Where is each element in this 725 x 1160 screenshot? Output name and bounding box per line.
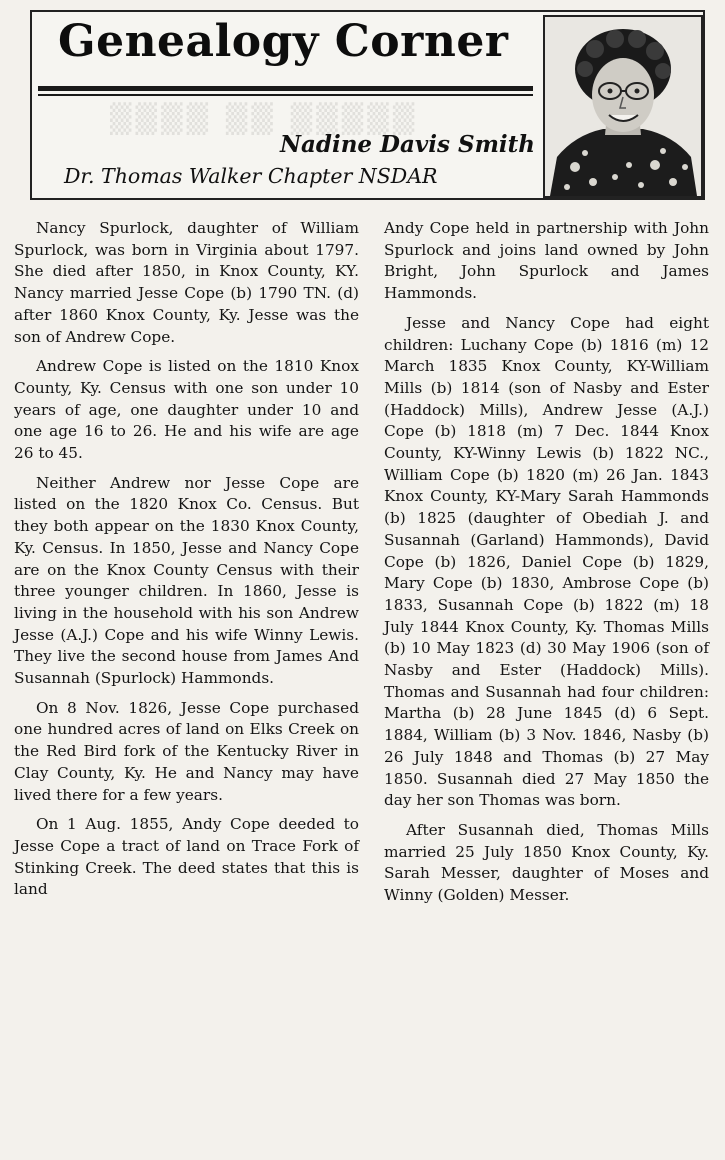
paragraph: After Susannah died, Thomas Mills married 25 July 1850 Knox County, Ky. Sarah Messer, daughter of Moses and Winny (Golden) Messer. bbox=[384, 820, 709, 905]
bleed-through-texture: ▒▒▒▒ ▒▒ ▒▒▒▒▒ bbox=[110, 102, 419, 135]
paragraph: On 8 Nov. 1826, Jesse Cope purchased one hundred acres of land on Elks Creek on the Red Bird fork of the Kentucky River in Clay County, Ky. He and Nancy may have lived there for a few years. bbox=[14, 698, 359, 804]
author-affiliation: Dr. Thomas Walker Chapter NSDAR bbox=[64, 164, 438, 188]
title-rule-thin bbox=[38, 94, 533, 96]
title-rule-thick bbox=[38, 86, 533, 91]
portrait-image bbox=[545, 17, 701, 196]
article-column-left bbox=[14, 218, 359, 901]
column-title: Genealogy Corner bbox=[58, 16, 509, 67]
paragraph: Andy Cope held in partnership with John Spurlock and joins land owned by John Bright, John Spurlock and James Hammonds. bbox=[384, 219, 709, 303]
paragraph: On 1 Aug. 1855, Andy Cope deeded to Jesse Cope a tract of land on Trace Fork of Stinking Creek. The deed states that this is land bbox=[14, 815, 359, 899]
article-column-right bbox=[384, 218, 709, 907]
paragraph: Andrew Cope is listed on the 1810 Knox County, Ky. Census with one son under 10 years of age, one daughter under 10 and one age 16 to 26. He and his wife are age 26 to 45. bbox=[14, 357, 359, 463]
paragraph: Jesse and Nancy Cope had eight children: Luchany Cope (b) 1816 (m) 12 March 1835 Knox County, KY-William Mills (b) 1814 (son of Nasby and Ester (Haddock) Mills), Andrew Jesse (A.J.) Cope (b) 1818 (m) 7 Dec. 1844 Knox County, KY-Winny Lewis (b) 1822 NC., William Cope (b) 1820 (m) 26 Jan. 1843 Knox County, KY-Mary Sarah Hammonds (b) 1825 (daughter of Obediah J. and Susannah (Garland) Hammonds), David Cope (b) 1826, Daniel Cope (b) 1829, Mary Cope (b) 1830, Ambrose Cope (b) 1833, Susannah Cope (b) 1822 (m) 18 July 1844 Knox County, Ky. Thomas Mills (b) 10 May 1823 (d) 30 May 1906 (son of Nasby and Ester (Haddock) Mills). Thomas and Susannah had four children: Martha (b) 28 June 1845 (d) 6 Sept. 1884, William (b) 3 Nov. 1846, Nasby (b) 26 July 1848 and Thomas (b) 27 May 1850. Susannah died 27 May 1850 the day her son Thomas was born. bbox=[384, 313, 709, 810]
author-photo bbox=[543, 15, 703, 198]
author-name: Nadine Davis Smith bbox=[279, 131, 535, 158]
paragraph: Neither Andrew nor Jesse Cope are listed on the 1820 Knox Co. Census. But they both appear on the 1830 Knox County, Ky. Census. In 1850, Jesse and Nancy Cope are on the Knox County Census with their three younger children. In 1860, Jesse is living in the household with his son Andrew Jesse (A.J.) Cope and his wife Winny Lewis. They live the second house from James And Susannah (Spurlock) Hammonds. bbox=[14, 473, 359, 688]
paragraph: Nancy Spurlock, daughter of William Spurlock, was born in Virginia about 1797. She died after 1850, in Knox County, KY. Nancy married Jesse Cope (b) 1790 TN. (d) after 1860 Knox County, Ky. Jesse was the son of Andrew Cope. bbox=[14, 219, 359, 346]
